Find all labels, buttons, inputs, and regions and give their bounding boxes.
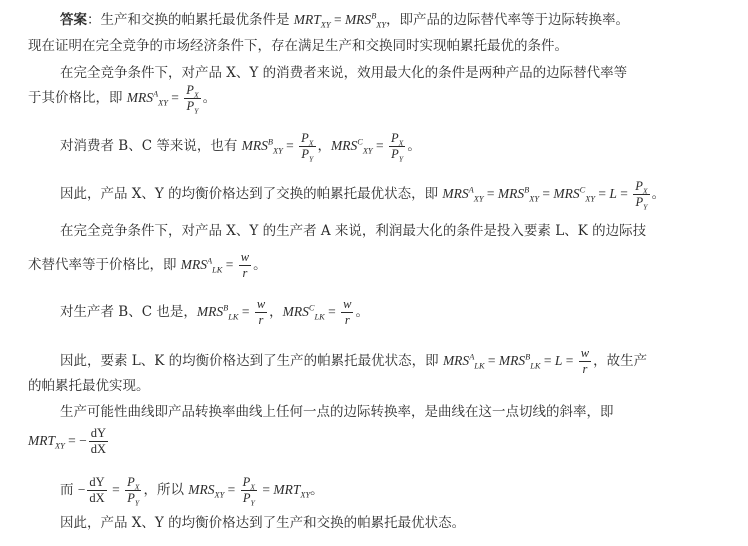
price-ratio-fraction: $\frac{P_X}{P_Y}$ — [186, 83, 199, 116]
text-line: 在完全竞争条件下，对产品 X、Y 的消费者来说，效用最大化的条件是两种产品的边际替代率等 — [60, 65, 628, 81]
formula-line: 对生产者 B、C 也是，$MRS^B_{LK}$ = $\frac{w}{r}$ ，$MRS^C_{LK}$ = $\frac{w}{r}$ 。 — [60, 297, 369, 328]
formula-line: 而 − $\frac{dY}{dX}$ = $\frac{P_X}{P_Y}$ ，所以 $MRS_{XY}$ = $\frac{P_X}{P_Y}$ = $MRT_{XY}$。 — [60, 475, 324, 508]
text-line: 的帕累托最优实现。 — [28, 378, 150, 394]
formula-line: 因此，产品 X、Y 的均衡价格达到了交换的帕累托最优状态，即 $MRS^A_{XY} = MRS^B_{XY} = MRS^C_{XY} = L$ = $\frac{P_X}{P_Y}$ 。 — [60, 179, 666, 212]
answer-label: 答案 — [60, 12, 87, 28]
text-line: 在完全竞争条件下，对产品 X、Y 的生产者 A 来说，利润最大化的条件是投入要素 L、K 的边际技 — [60, 223, 647, 239]
answer-line: 答案：生产和交换的帕累托最优条件是 $MRT_{XY} = MRS^B_{XY}$，即产品的边际替代率等于边际转换率。 — [60, 11, 630, 30]
text-line: 现在证明在完全竞争的市场经济条件下，存在满足生产和交换同时实现帕累托最优的条件。 — [28, 38, 568, 54]
formula-line: 因此，要素 L、K 的均衡价格达到了生产的帕累托最优状态，即 $MRS^A_{LK} = MRS^B_{LK} = L$ = $\frac{w}{r}$ ，故生产 — [60, 346, 648, 377]
formula-line: 于其价格比，即 $MRS^A_{XY}$ = $\frac{P_X}{P_Y}$ 。 — [28, 83, 217, 116]
formula-line: $MRT_{XY}$ = − $\frac{dY}{dX}$ — [28, 426, 107, 457]
formula-line: 对消费者 B、C 等来说，也有 $MRS^B_{XY}$ = $\frac{P_X}{P_Y}$ ，$MRS^C_{XY}$ = $\frac{P_X}{P_Y}$ 。 — [60, 131, 421, 164]
formula-line: 术替代率等于价格比，即 $MRS^A_{LK}$ = $\frac{w}{r}$ 。 — [28, 250, 267, 281]
text-line: 生产可能性曲线即产品转换率曲线上任何一点的边际转换率，是曲线在这一点切线的斜率，即 — [60, 404, 614, 420]
text-line: 因此，产品 X、Y 的均衡价格达到了生产和交换的帕累托最优状态。 — [60, 515, 466, 531]
